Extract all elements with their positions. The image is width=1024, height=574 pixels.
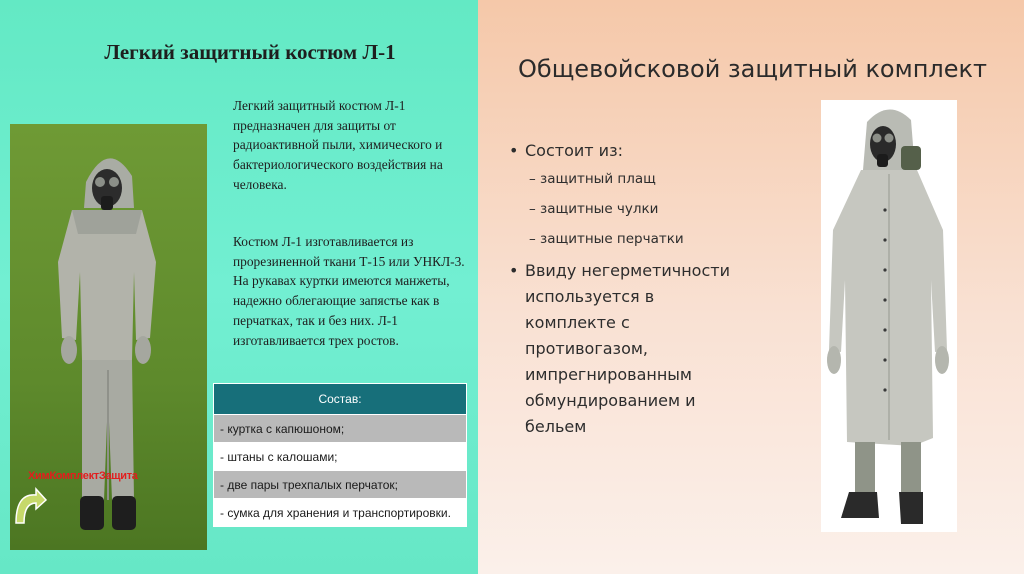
details-line: На рукавах куртки имеются манжеты,	[233, 273, 450, 289]
details-line: надежно облегающие запястье как в	[233, 293, 440, 309]
details-line: изготавливается трех ростов.	[233, 332, 399, 348]
watermark-text: ХимКомплектЗащита	[28, 470, 138, 482]
bullet-line: Ввиду негерметичности	[525, 261, 730, 280]
right-title: Общевойсковой защитный комплект	[518, 55, 987, 83]
sub-item: – защитный плащ	[529, 171, 656, 187]
table-row: - две пары трехпалых перчаток;	[214, 471, 467, 499]
table-row: - сумка для хранения и транспортировки.	[214, 499, 467, 527]
sub-item: – защитные перчатки	[529, 231, 684, 247]
table-row: - куртка с капюшоном;	[214, 415, 467, 443]
suit-details	[233, 232, 469, 350]
ozk-kit-photo	[821, 100, 957, 532]
description-line: Легкий защитный костюм Л-1	[233, 98, 406, 113]
bullet-glyph: •	[509, 261, 519, 280]
bullet-line: бельем	[525, 417, 587, 436]
bullet-usage	[507, 258, 797, 440]
left-title: Легкий защитный костюм Л-1	[104, 40, 396, 64]
description-line: человека.	[233, 176, 287, 192]
kit-list	[507, 138, 797, 440]
description-line: радиоактивной пыли, химического и	[233, 137, 443, 153]
details-line: Костюм Л-1 изготавливается из	[233, 234, 414, 249]
description-line: бактериологического воздействия на	[233, 157, 443, 173]
composition-table	[213, 383, 467, 527]
bullet-line: комплекте с	[525, 313, 630, 332]
table-row: - штаны с калошами;	[214, 443, 467, 471]
bullet-line: импрегнированным	[525, 365, 692, 384]
sub-item: – защитные чулки	[529, 201, 659, 217]
description-line: предназначен для защиты от	[233, 117, 396, 133]
bullet-line: обмундированием и	[525, 391, 696, 410]
bullet-text: Состоит из:	[525, 141, 623, 160]
bullet-glyph: •	[509, 141, 519, 160]
table-header: Состав:	[214, 384, 467, 415]
details-line: перчатках, так и без них. Л-1	[233, 312, 398, 328]
suit-description	[233, 96, 469, 195]
bullet-line: противогазом,	[525, 339, 649, 358]
bullet-line: используется в	[525, 287, 655, 306]
bullet-consists	[507, 138, 797, 164]
curved-arrow-icon	[12, 487, 48, 527]
details-line: прорезиненной ткани Т-15 или УНКЛ-3.	[233, 253, 465, 269]
